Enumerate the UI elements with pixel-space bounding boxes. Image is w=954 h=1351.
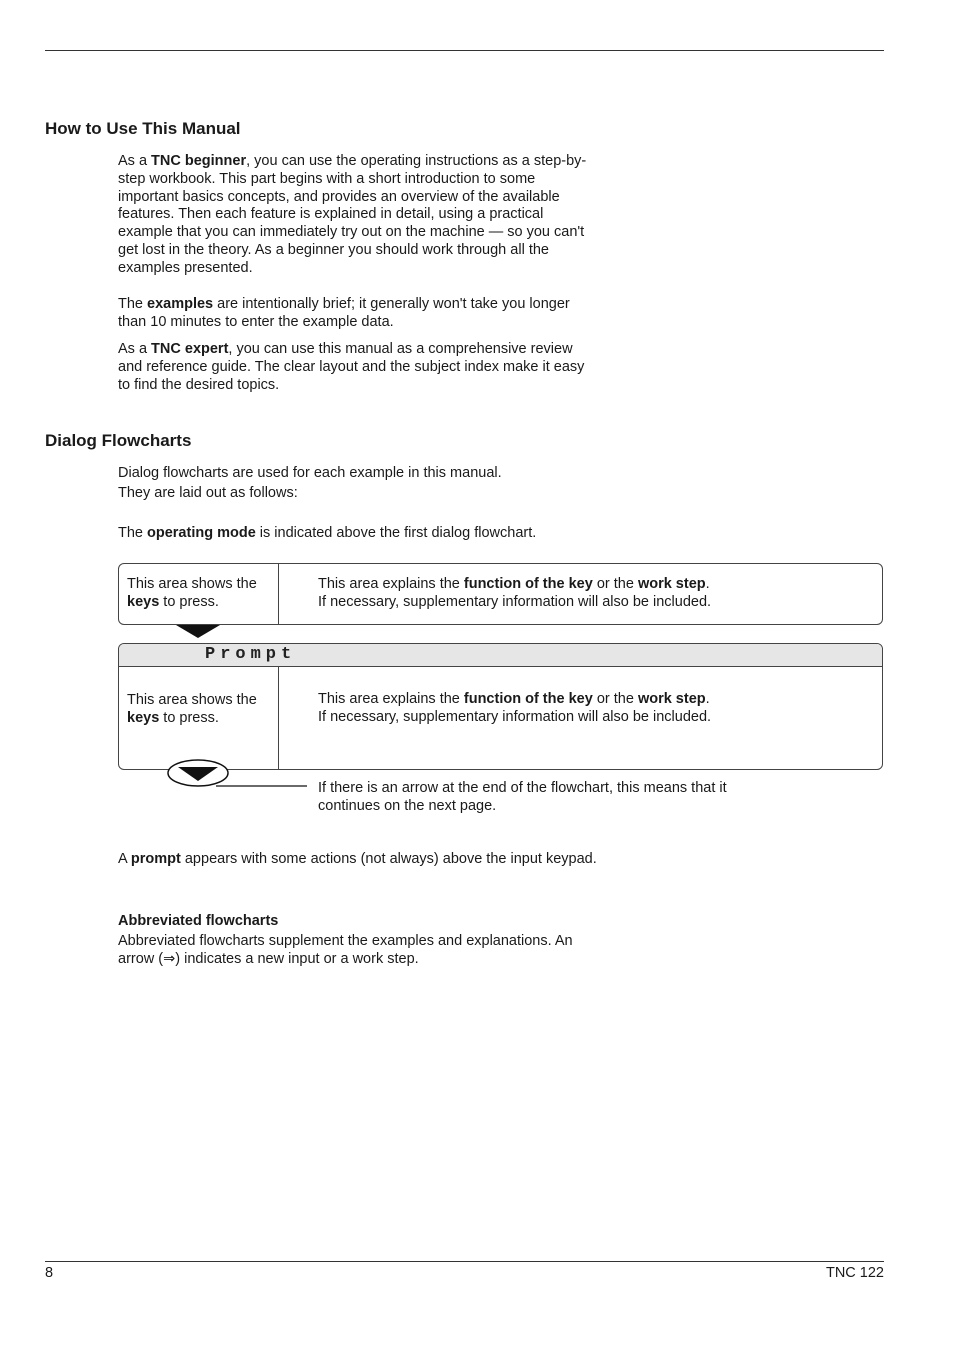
text-bold: keys [127,594,160,610]
text: is indicated above the first dialog flowchart. [255,525,537,541]
text-bold: operating mode [147,525,256,541]
text: This area explains the [318,576,464,592]
flowchart-box-2 [118,643,883,770]
text: If necessary, supplementary information will also be included. [318,709,712,725]
text: . [705,691,710,707]
text-bold: function of the key [463,691,593,707]
flowchart-explanation-text [318,690,711,726]
text-line [318,575,711,593]
text: to press. [159,594,219,610]
flowchart-box-1 [118,563,883,625]
text-bold: prompt [130,851,181,867]
paragraph-operating-mode [118,525,638,543]
heading-how-to-use: How to Use This Manual [45,119,241,138]
text: The [118,525,148,541]
text-bold: work step [637,576,706,592]
text: to press. [159,710,219,726]
prompt-bar [119,644,882,667]
paragraph-expert [118,341,598,394]
paragraph-flowcharts-intro-1: Dialog flowcharts are used for each example in this manual. [118,465,502,481]
text-line [318,690,711,708]
heading-dialog-flowcharts: Dialog Flowcharts [45,431,192,450]
text: or the [592,576,638,592]
top-rule [45,50,884,51]
paragraph-beginner [118,153,593,278]
text: or the [592,691,638,707]
text: , you can use the operating instructions as a step-by-step workbook. This part begins with a short introduction to some important basics concepts, and provides an overview of the available features. Then each feature is explained in detail, using a practical example that you can immediately try out on the machine — so you can't get lost in the theory. As a beginner you should work through all the examples presented. [118,153,587,276]
subheading-abbreviated-flowcharts: Abbreviated flowcharts [118,913,279,929]
text: This area explains the [318,691,464,707]
prompt-label: Prompt [205,645,297,664]
text-bold: keys [127,710,160,726]
continuation-note: If there is an arrow at the end of the flowchart, this means that it continues on the next page. [318,780,727,814]
text-bold: function of the key [463,576,593,592]
text: This area shows the [127,576,257,592]
text: This area shows the [127,692,257,708]
text-bold: TNC expert [151,341,229,357]
text: The [118,296,148,312]
continuation-arrow-icon [166,758,311,790]
down-arrow-icon [175,625,221,639]
text-bold: TNC beginner [151,153,247,169]
text-line [127,593,257,611]
text: As a [118,341,152,357]
text-bold: work step [637,691,706,707]
bottom-rule [45,1261,884,1262]
text: As a [118,153,152,169]
text-line [127,709,257,727]
paragraph-flowcharts-intro-2: They are laid out as follows: [118,485,298,501]
text: . [705,576,710,592]
text: A [118,851,131,867]
flowchart-key-text [127,691,257,727]
paragraph-abbreviated: Abbreviated flowcharts supplement the examples and explanations. An arrow (⇒) indicates a new input or a work step. [118,933,573,967]
paragraph-prompt [118,851,598,869]
flowchart-explanation-text [318,575,711,611]
text: If necessary, supplementary information will also be included. [318,594,712,610]
paragraph-examples [118,296,588,332]
footer-product: TNC 122 [825,1265,884,1281]
text: are intentionally brief; it generally won't take you longer than 10 minutes to enter the example data. [118,296,570,330]
flowchart-key-text [127,575,257,611]
text-bold: examples [147,296,214,312]
page-number: 8 [45,1265,54,1281]
text: appears with some actions (not always) above the input keypad. [180,851,597,867]
text: , you can use this manual as a comprehensive review and reference guide. The clear layout and the subject index make it easy to find the desired topics. [118,341,585,393]
